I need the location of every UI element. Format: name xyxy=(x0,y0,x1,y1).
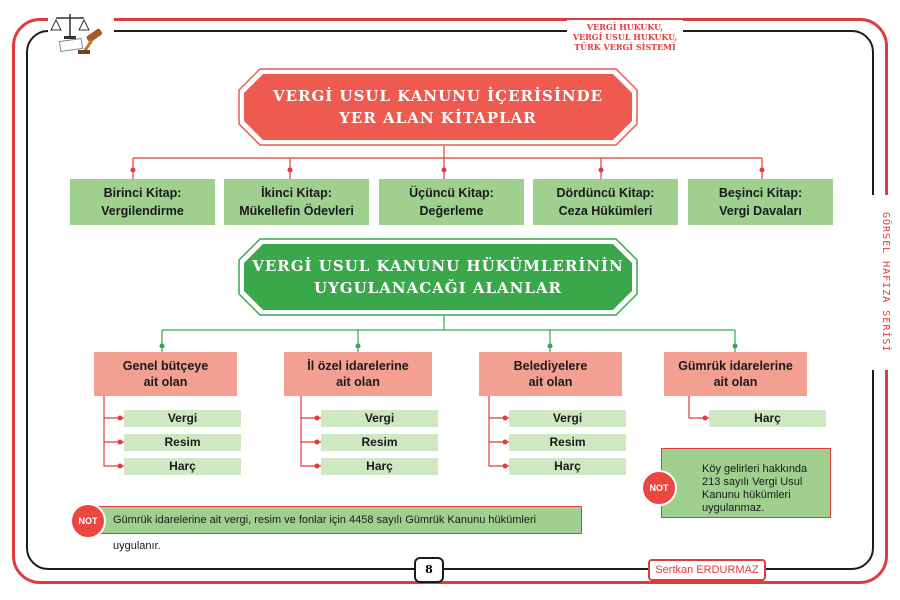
area-label: İl özel idarelerine xyxy=(307,359,409,373)
book-name: Mükellefin Ödevleri xyxy=(239,204,354,218)
area-box-municipalities xyxy=(479,352,622,396)
areas-title-line: VERGİ USUL KANUNU HÜKÜMLERİNİN xyxy=(252,257,624,275)
area-label: ait olan xyxy=(143,375,188,389)
area-label: ait olan xyxy=(528,375,573,389)
book-name: Değerleme xyxy=(419,204,484,218)
area-label: ait olan xyxy=(713,375,758,389)
books-title-line: YER ALAN KİTAPLAR xyxy=(339,109,537,127)
note-bottom-box xyxy=(92,506,582,552)
area-label: Gümrük idarelerine xyxy=(678,359,793,373)
book-name: Vergi Davaları xyxy=(719,204,802,218)
area-box-customs xyxy=(664,352,807,396)
item-box: Harç xyxy=(709,410,826,427)
item-box: Vergi xyxy=(321,410,438,427)
header-topic-line: VERGİ HUKUKU, xyxy=(586,22,664,32)
book-label: Dördüncü Kitap: xyxy=(556,186,655,200)
areas-title-line: UYGULANACAĞI ALANLAR xyxy=(313,279,563,297)
note-bottom-text: Gümrük idarelerine ait vergi, resim ve fonlar için 4458 sayılı Gümrük Kanunu hükümleri uygulanır. xyxy=(113,514,537,552)
area-box-provincial-admin xyxy=(284,352,432,396)
books-title-line: VERGİ USUL KANUNU İÇERİSİNDE xyxy=(272,87,604,105)
note-right-text: Köy gelirleri hakkında 213 sayılı Vergi Usul Kanunu hükümleri uygulanmaz. xyxy=(702,463,808,514)
item-box: Harç xyxy=(321,458,438,475)
book-label: Birinci Kitap: xyxy=(103,186,182,200)
areas-title-banner xyxy=(238,238,638,316)
book-box-4 xyxy=(533,179,678,225)
item-box: Harç xyxy=(509,458,626,475)
area-label: Belediyelere xyxy=(513,359,588,373)
note-badge: NOT xyxy=(70,503,106,539)
header-topic-line: VERGİ USUL HUKUKU, xyxy=(572,32,678,42)
book-label: Üçüncü Kitap: xyxy=(409,186,494,200)
books-title-banner xyxy=(238,68,638,146)
area-box-general-budget xyxy=(94,352,237,396)
item-box: Harç xyxy=(124,458,241,475)
header-topic-line: TÜRK VERGİ SİSTEMİ xyxy=(574,42,676,52)
author-label: Sertkan ERDURMAZ xyxy=(648,559,766,581)
note-right-box xyxy=(661,448,831,518)
item-box: Resim xyxy=(509,434,626,451)
area-label: ait olan xyxy=(336,375,380,389)
book-box-5 xyxy=(688,179,833,225)
book-label: Beşinci Kitap: xyxy=(718,186,803,200)
book-box-1 xyxy=(70,179,215,225)
book-box-3 xyxy=(379,179,524,225)
item-box: Vergi xyxy=(509,410,626,427)
book-name: Vergilendirme xyxy=(101,204,184,218)
area-label: Genel bütçeye xyxy=(122,359,209,373)
item-box: Vergi xyxy=(124,410,241,427)
book-label: İkinci Kitap: xyxy=(261,186,332,200)
note-badge: NOT xyxy=(641,470,677,506)
item-box: Resim xyxy=(124,434,241,451)
book-box-2 xyxy=(224,179,369,225)
book-name: Ceza Hükümleri xyxy=(558,204,653,218)
page-number: 8 xyxy=(414,557,444,583)
item-box: Resim xyxy=(321,434,438,451)
side-series-label: GÖRSEL HAFIZA SERİSİ xyxy=(869,195,891,370)
